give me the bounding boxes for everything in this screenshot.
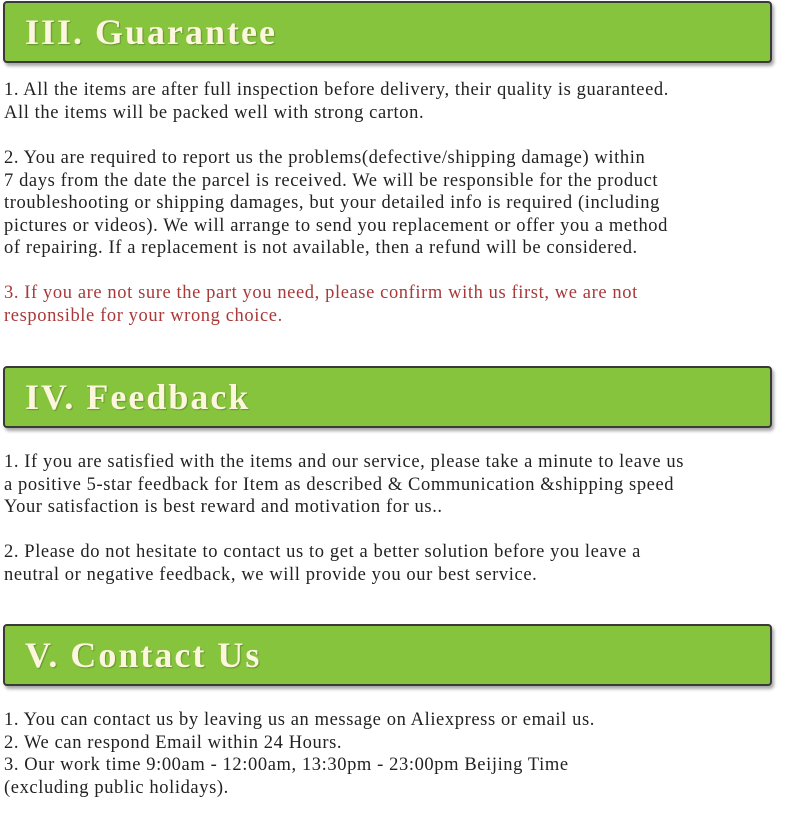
guarantee-paragraph-2 xyxy=(4,147,784,260)
text-line: 7 days from the date the parcel is received. We will be responsible for the product xyxy=(4,170,659,191)
text-line: (excluding public holidays). xyxy=(4,777,229,798)
contact-header xyxy=(3,624,772,686)
contact-paragraph xyxy=(4,709,784,799)
feedback-header xyxy=(3,366,772,428)
text-line: 2. You are required to report us the problems(defective/shipping damage) within xyxy=(4,148,646,168)
text-line: 2. Please do not hesitate to contact us to get a better solution before you leave a xyxy=(4,542,641,562)
text-line: 1. You can contact us by leaving us an message on Aliexpress or email us. xyxy=(4,710,595,730)
text-line: of repairing. If a replacement is not available, then a refund will be considered. xyxy=(4,238,638,258)
feedback-title: IV. Feedback xyxy=(25,377,251,417)
text-line: troubleshooting or shipping damages, but your detailed info is required (including xyxy=(4,193,660,213)
text-line: responsible for your wrong choice. xyxy=(4,305,283,326)
text-line: 3. If you are not sure the part you need, please confirm with us first, we are not xyxy=(4,283,638,303)
guarantee-title: III. Guarantee xyxy=(25,12,277,52)
guarantee-paragraph-1 xyxy=(4,79,784,124)
text-line: Your satisfaction is best reward and motivation for us.. xyxy=(4,497,443,517)
feedback-paragraph-1 xyxy=(4,451,784,519)
text-line: 2. We can respond Email within 24 Hours. xyxy=(4,732,343,753)
feedback-paragraph-2 xyxy=(4,541,784,586)
text-line: neutral or negative feedback, we will provide you our best service. xyxy=(4,564,538,585)
text-line: pictures or videos). We will arrange to send you replacement or offer you a method xyxy=(4,215,669,236)
contact-title: V. Contact Us xyxy=(25,635,262,675)
guarantee-paragraph-3-warning xyxy=(4,282,784,327)
text-line: a positive 5-star feedback for Item as described & Communication &shipping speed xyxy=(4,474,675,495)
text-line: 1. All the items are after full inspection before delivery, their quality is guaranteed. xyxy=(4,80,669,100)
text-line: 3. Our work time 9:00am - 12:00am, 13:30pm - 23:00pm Beijing Time xyxy=(4,755,569,775)
text-line: All the items will be packed well with strong carton. xyxy=(4,102,425,123)
text-line: 1. If you are satisfied with the items and our service, please take a minute to leave us xyxy=(4,452,685,472)
guarantee-header xyxy=(3,1,772,63)
